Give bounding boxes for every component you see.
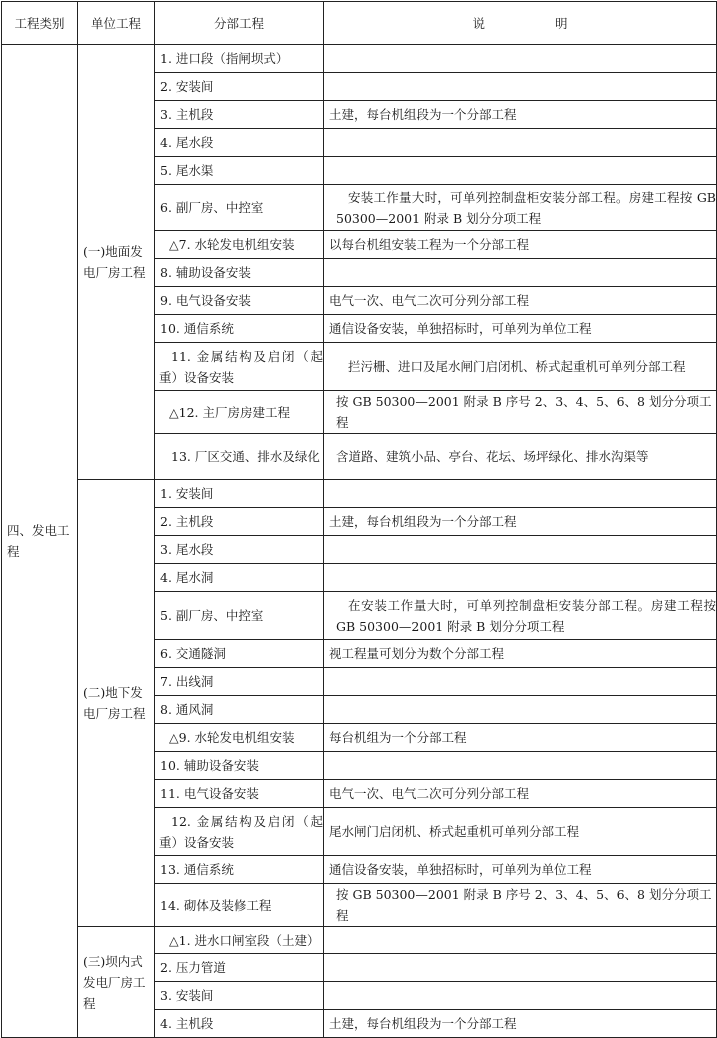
header-category: 工程类别: [2, 2, 78, 45]
part-cell: △1. 进水口闸室段（土建）: [155, 927, 324, 954]
note-cell: 通信设备安装，单独招标时，可单列为单位工程: [324, 856, 717, 884]
part-cell: △12. 主厂房房建工程: [155, 391, 324, 434]
note-cell: 按 GB 50300—2001 附录 B 序号 2、3、4、5、6、8 划分分项工程: [324, 884, 717, 927]
part-cell: 7. 出线洞: [155, 668, 324, 696]
part-cell: 3. 安装间: [155, 982, 324, 1010]
note-cell: [324, 157, 717, 185]
table-row: [2, 480, 717, 508]
note-cell: 安装工作量大时，可单列控制盘柜安装分部工程。房建工程按 GB 50300—2001 附录 B 划分分项工程: [324, 185, 717, 231]
note-cell: [324, 45, 717, 73]
note-cell: 土建，每台机组段为一个分部工程: [324, 1010, 717, 1038]
part-cell: 8. 通风洞: [155, 696, 324, 724]
header-note-right: 明: [555, 15, 568, 31]
part-cell: 4. 尾水段: [155, 129, 324, 157]
note-cell: 含道路、建筑小品、亭台、花坛、场坪绿化、排水沟渠等: [324, 434, 717, 480]
division-table: [1, 1, 717, 1038]
part-cell: 3. 尾水段: [155, 536, 324, 564]
table-row: [2, 45, 717, 73]
part-cell: 5. 副厂房、中控室: [155, 592, 324, 640]
note-cell: [324, 982, 717, 1010]
note-cell: [324, 564, 717, 592]
part-cell: 10. 辅助设备安装: [155, 752, 324, 780]
header-note-left: 说: [472, 15, 485, 31]
header-unit: 单位工程: [78, 2, 155, 45]
note-cell: 在安装工作量大时，可单列控制盘柜安装分部工程。房建工程按 GB 50300—2001 附录 B 划分分项工程: [324, 592, 717, 640]
unit-cell: (二)地下发电厂房工程: [78, 480, 155, 927]
part-cell: 4. 主机段: [155, 1010, 324, 1038]
note-cell: 拦污栅、进口及尾水闸门启闭机、桥式起重机可单列分部工程: [324, 343, 717, 391]
note-cell: [324, 696, 717, 724]
part-cell: 2. 安装间: [155, 73, 324, 101]
note-cell: 以每台机组安装工程为一个分部工程: [324, 231, 717, 259]
part-cell: △7. 水轮发电机组安装: [155, 231, 324, 259]
unit-cell: (三)坝内式发电厂房工程: [78, 927, 155, 1038]
table-header-row: [2, 2, 717, 45]
header-note: [324, 2, 717, 45]
part-cell: 3. 主机段: [155, 101, 324, 129]
part-cell: 5. 尾水渠: [155, 157, 324, 185]
table-row: [2, 927, 717, 954]
part-cell: 13. 通信系统: [155, 856, 324, 884]
part-cell: △9. 水轮发电机组安装: [155, 724, 324, 752]
part-cell: 12. 金属结构及启闭（起重）设备安装: [155, 808, 324, 856]
part-cell: 2. 主机段: [155, 508, 324, 536]
part-cell: 13. 厂区交通、排水及绿化: [155, 434, 324, 480]
note-cell: 视工程量可划分为数个分部工程: [324, 640, 717, 668]
part-cell: 1. 安装间: [155, 480, 324, 508]
category-cell: 四、发电工程: [2, 45, 78, 1038]
note-cell: 通信设备安装，单独招标时，可单列为单位工程: [324, 315, 717, 343]
header-part: 分部工程: [155, 2, 324, 45]
part-cell: 11. 金属结构及启闭（起重）设备安装: [155, 343, 324, 391]
note-cell: [324, 954, 717, 982]
note-cell: 土建，每台机组段为一个分部工程: [324, 101, 717, 129]
part-cell: 9. 电气设备安装: [155, 287, 324, 315]
part-cell: 6. 交通隧洞: [155, 640, 324, 668]
part-cell: 14. 砌体及装修工程: [155, 884, 324, 927]
note-cell: [324, 536, 717, 564]
unit-cell: (一)地面发电厂房工程: [78, 45, 155, 480]
note-cell: [324, 259, 717, 287]
part-cell: 2. 压力管道: [155, 954, 324, 982]
note-cell: [324, 752, 717, 780]
note-cell: 电气一次、电气二次可分列分部工程: [324, 287, 717, 315]
note-cell: 尾水闸门启闭机、桥式起重机可单列分部工程: [324, 808, 717, 856]
part-cell: 4. 尾水洞: [155, 564, 324, 592]
part-cell: 10. 通信系统: [155, 315, 324, 343]
note-cell: [324, 668, 717, 696]
note-cell: [324, 927, 717, 954]
note-cell: 按 GB 50300—2001 附录 B 序号 2、3、4、5、6、8 划分分项工程: [324, 391, 717, 434]
part-cell: 1. 进口段（指闸坝式）: [155, 45, 324, 73]
note-cell: 土建，每台机组段为一个分部工程: [324, 508, 717, 536]
note-cell: [324, 73, 717, 101]
part-cell: 6. 副厂房、中控室: [155, 185, 324, 231]
note-cell: [324, 480, 717, 508]
note-cell: 每台机组为一个分部工程: [324, 724, 717, 752]
note-cell: [324, 129, 717, 157]
part-cell: 8. 辅助设备安装: [155, 259, 324, 287]
part-cell: 11. 电气设备安装: [155, 780, 324, 808]
note-cell: 电气一次、电气二次可分列分部工程: [324, 780, 717, 808]
